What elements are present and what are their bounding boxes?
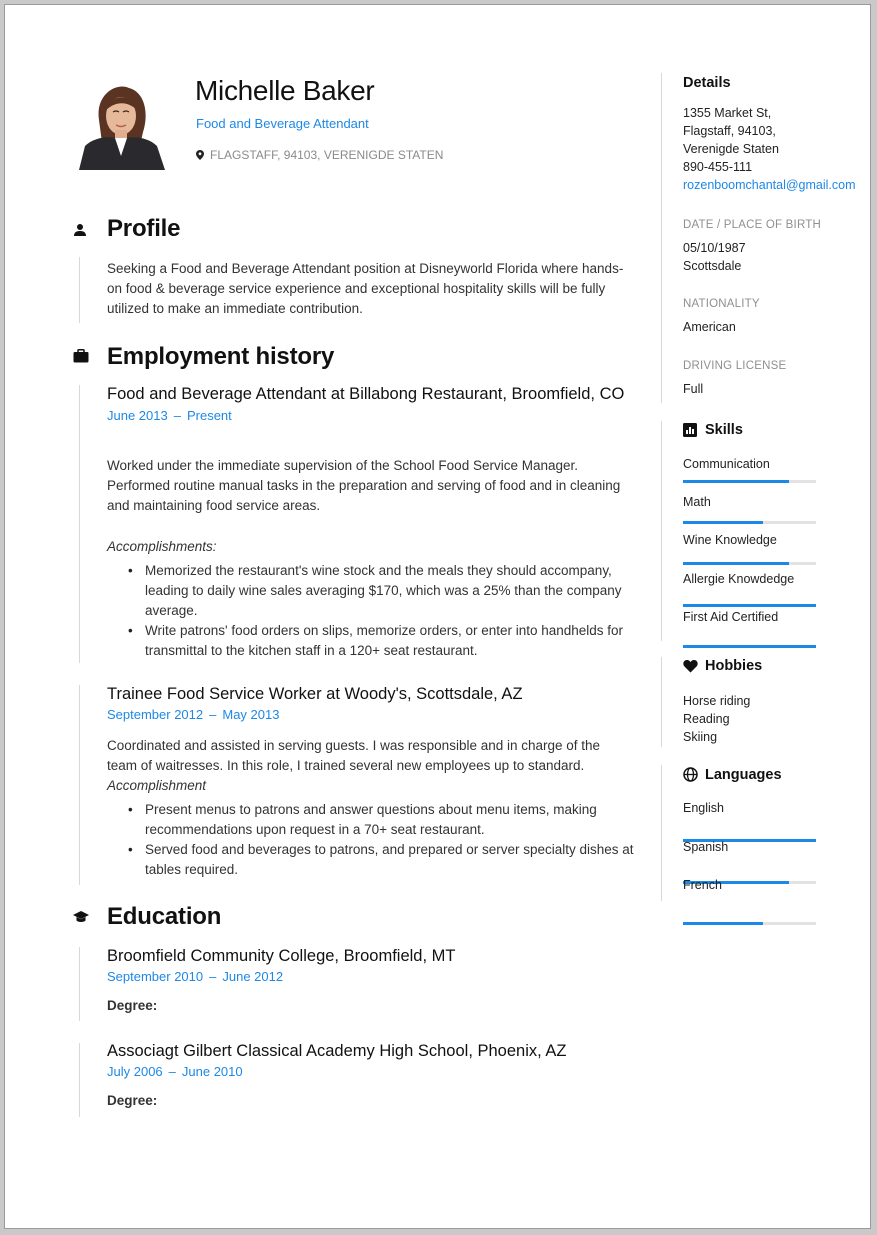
- degree-label: Degree:: [107, 998, 158, 1013]
- skills-heading: Skills: [705, 422, 743, 438]
- address-line: 1355 Market St,: [683, 106, 772, 120]
- details-heading: Details: [683, 75, 731, 91]
- school-start-date: September 2010: [107, 969, 204, 984]
- language-name: French: [683, 878, 722, 892]
- skills-heading-row: [683, 422, 863, 439]
- degree-label: Degree:: [107, 1093, 158, 1108]
- language-name: Spanish: [683, 839, 729, 854]
- birth-label: DATE / PLACE OF BIRTH: [683, 219, 821, 231]
- briefcase-icon: [73, 349, 89, 365]
- birth-date: 05/10/1987: [683, 241, 746, 255]
- skill-level-fill: [683, 480, 789, 483]
- globe-icon: [683, 767, 699, 783]
- bar-chart-icon: [683, 423, 699, 439]
- person-icon: [73, 223, 89, 239]
- skill-level-bar: [683, 604, 816, 607]
- section-divider: [79, 1043, 80, 1117]
- language-level-bar: [683, 922, 816, 925]
- accomplishments-list-2: [107, 800, 637, 880]
- job-end-date: May 2013: [222, 707, 280, 722]
- sidebar-divider: [661, 421, 662, 641]
- school-title-1: Broomfield Community College, Broomfield, MT: [107, 947, 456, 965]
- section-divider: [79, 257, 80, 323]
- skill-name: Allergie Knowdedge: [683, 571, 795, 586]
- hobbies-heading-row: [683, 658, 863, 675]
- license-label: DRIVING LICENSE: [683, 360, 787, 372]
- section-divider: [79, 385, 80, 663]
- phone-number: 890-455-111: [683, 160, 753, 174]
- job-dates-1: June 2013 – Present: [107, 408, 232, 423]
- hobby-item: Reading: [683, 712, 730, 726]
- job-start-date: September 2012: [107, 707, 204, 722]
- address-line: Flagstaff, 94103,: [683, 124, 776, 138]
- birth-place: Scottsdale: [683, 259, 742, 273]
- location-text: FLAGSTAFF, 94103, VERENIGDE STATEN: [210, 148, 444, 162]
- job-title: Food and Beverage Attendant: [196, 116, 369, 131]
- graduation-cap-icon: [73, 910, 89, 926]
- skill-level-fill: [683, 562, 789, 565]
- skill-level-fill: [683, 604, 816, 607]
- profile-photo: [77, 80, 167, 170]
- list-item: • Served food and beverages to patrons, and prepared or server specialty dishes at tables required.: [145, 840, 637, 880]
- accomplishments-label: Accomplishment: [107, 778, 207, 793]
- job-start-date: June 2013: [107, 408, 168, 423]
- section-title-profile: Profile: [107, 215, 181, 242]
- job-end-date: Present: [186, 408, 232, 423]
- sidebar-divider: [661, 657, 662, 747]
- job-description-2: Coordinated and assisted in serving guests. I was responsible and in charge of the team of waitresses. In this role, I trained several new employees up to standard.: [107, 738, 601, 773]
- language-level-fill: [683, 922, 763, 925]
- skill-level-bar: [683, 562, 816, 565]
- school-end-date: June 2012: [222, 969, 284, 984]
- job-dates-2: September 2012 – May 2013: [107, 707, 280, 722]
- hobbies-heading: Hobbies: [705, 658, 763, 674]
- skill-name: First Aid Certified: [683, 609, 779, 624]
- license-value: Full: [683, 382, 704, 396]
- sidebar-divider: [661, 73, 662, 403]
- list-item: • Present menus to patrons and answer questions about menu items, making recommendations upon request in a 70+ seat restaurant.: [145, 800, 637, 840]
- section-title-education: Education: [107, 903, 222, 930]
- email-link[interactable]: rozenboomchantal@gmail.com: [683, 178, 856, 192]
- hobby-item: Skiing: [683, 730, 718, 744]
- sidebar-divider: [661, 765, 662, 901]
- heart-icon: [683, 659, 699, 675]
- job-title-2: Trainee Food Service Worker at Woody's, Scottsdale, AZ: [107, 685, 523, 703]
- nationality-label: NATIONALITY: [683, 298, 760, 310]
- accomplishments-list-1: [107, 561, 637, 661]
- language-name: English: [683, 801, 724, 815]
- skill-level-bar: [683, 521, 816, 524]
- skill-name: Communication: [683, 457, 770, 471]
- skill-level-fill: [683, 645, 816, 648]
- school-start-date: July 2006: [107, 1064, 163, 1079]
- skill-level-bar: [683, 480, 816, 483]
- job-title-1: Food and Beverage Attendant at Billabong Restaurant, Broomfield, CO: [107, 385, 625, 403]
- resume-page: [4, 4, 871, 1229]
- profile-summary: Seeking a Food and Beverage Attendant position at Disneyworld Florida where hands-on food & beverage service experience and exceptional hospitality skills will be fully utilized to make an immediate contribution.: [107, 261, 624, 316]
- school-dates-2: July 2006 – June 2010: [107, 1064, 243, 1079]
- candidate-name: Michelle Baker: [195, 75, 375, 106]
- location-line: [196, 148, 443, 162]
- school-dates-1: September 2010 – June 2012: [107, 969, 284, 984]
- job-description-1: Worked under the immediate supervision of the School Food Service Manager. Performed routine manual tasks in the preparation and serving of food and in cleaning and maintaining food service areas.: [107, 458, 621, 513]
- address-line: Verenigde Staten: [683, 142, 779, 156]
- nationality-value: American: [683, 320, 736, 334]
- school-end-date: June 2010: [181, 1064, 243, 1079]
- section-divider: [79, 685, 80, 885]
- section-title-employment: Employment history: [107, 343, 335, 370]
- languages-heading: Languages: [705, 767, 782, 783]
- hobby-item: Horse riding: [683, 694, 751, 708]
- accomplishments-label: Accomplishments:: [107, 539, 217, 554]
- map-pin-icon: [196, 150, 204, 160]
- skill-level-bar: [683, 645, 816, 648]
- school-title-2: Associagt Gilbert Classical Academy High School, Phoenix, AZ: [107, 1042, 567, 1060]
- list-item: • Write patrons' food orders on slips, memorize orders, or enter into handhelds for transmittal to the kitchen staff in a 120+ seat restaurant.: [145, 621, 637, 661]
- skill-level-fill: [683, 521, 763, 524]
- section-divider: [79, 947, 80, 1021]
- list-item: • Memorized the restaurant's wine stock and the meals they should accompany, leading to daily wine sales averaging $170, which was a 25% than the company average.: [145, 561, 637, 621]
- skill-name: Wine Knowledge: [683, 533, 777, 548]
- skill-name: Math: [683, 495, 711, 510]
- languages-heading-row: [683, 767, 863, 783]
